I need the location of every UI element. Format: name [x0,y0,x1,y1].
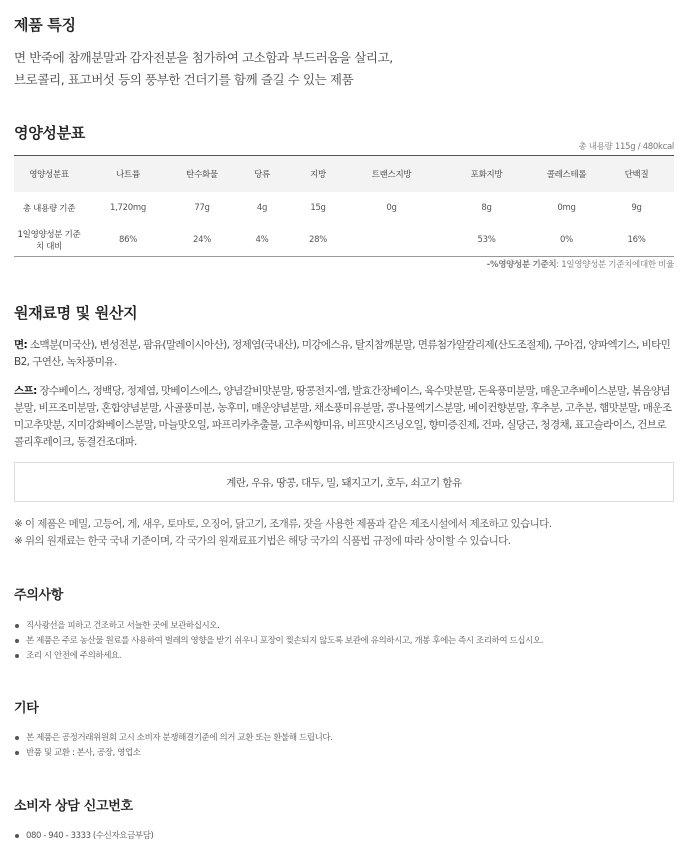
caution-list [14,619,684,664]
soup-label: 스프: [14,385,37,397]
noodle-ingredients [14,337,674,371]
nutrition-row [14,224,674,257]
soup-text: 장수베이스, 정백당, 정제염, 맛베이스에스, 양념갈비맛분말, 땅콩전지-엠, 발효간장베이스, 육수맛분말, 돈육풍미분말, 매운고추베이스분말, 볶음양념분말, 비프조미분말, 혼합양념분말, 사골풍미분, 농후미, 매운양념분말, 채소풍미유분말, 콩나물엑기스분말, 베이컨향분말, 후추분, 고추분, 햄맛분말, 매운조미고추맛분, 지미강화베이스분말, 마늘맛오일, 파프리카추출물, 고추씨향미유, 비프맛시즈닝오일, 향미증진제, 건파, 실당근, 청경채, 표고슬라이스, 건브로콜리후레이크, 동결건조대파. [14,385,672,448]
nutrition-table [14,155,674,257]
nutrition-header-cell: 탄수화물 [172,156,232,193]
ingredient-notes [14,516,551,550]
features-description [14,47,393,91]
soup-ingredients [14,383,674,451]
list-item: 조리 시 안전에 주의하세요. [14,649,684,664]
list-item: 반품 및 교환 : 본사, 공장, 영업소 [14,746,684,761]
nutrition-footnote-text: : 1일영양성분 기준치에대한 비율 [556,260,674,270]
nutrition-cell [344,224,439,257]
etc-list [14,731,684,761]
nutrition-total: 총 내용량 115g / 480kcal [578,142,674,152]
nutrition-title: 영양성분표 [14,124,85,142]
consumer-title: 소비자 상담 신고번호 [14,799,133,814]
ingredients-title: 원재료명 및 원산지 [14,304,138,322]
nutrition-header-cell: 지방 [292,156,344,193]
features-line-2: 브로콜리, 표고버섯 등의 풍부한 건더기를 함께 즐길 수 있는 제품 [14,72,354,87]
nutrition-cell: 24% [193,235,211,245]
nutrition-header-cell: 포화지방 [439,156,534,193]
etc-title: 기타 [14,701,39,716]
allergen-box: 계란, 우유, 땅콩, 대두, 밀, 돼지고기, 호두, 쇠고기 함유 [14,462,674,502]
consumer-list [14,829,684,844]
nutrition-footnote [487,258,674,270]
noodle-text: 소맥분(미국산), 변성전분, 팜유(말레이시아산), 정제염(국내산), 미강에스유, 탈지참깨분말, 면류첨가알칼리제(산도조절제), 구아검, 양파엑기스, 비타민B2, 구연산, 녹차풍미유. [14,339,671,368]
nutrition-row-label: 1일영양성분 기준치 대비 [17,230,81,252]
nutrition-cell: 28% [309,235,327,245]
features-title: 제품 특징 [14,16,76,34]
nutrition-cell: 4% [255,235,269,245]
nutrition-header-cell: 영양성분표 [14,156,84,193]
nutrition-cell: 0g [386,203,397,213]
nutrition-cell: 15g [310,203,326,213]
nutrition-cell: 0mg [557,203,576,213]
nutrition-cell: 53% [477,235,496,245]
nutrition-cell: 1,720mg [110,203,146,213]
list-item: 본 제품은 주로 농산물 원료를 사용하여 벌레의 영향을 받기 쉬우니 포장이 찢손되지 않도록 보관에 유의하시고, 개봉 후에는 즉시 조리하여 드십시오. [14,634,684,649]
features-line-1: 면 반죽에 참깨분말과 감자전분을 첨가하여 고소함과 부드러움을 살리고, [14,50,393,65]
list-item: 080 - 940 - 3333 (수신자요금부담) [14,829,684,844]
ingredient-note-2: ※ 위의 원재료는 한국 국내 기준이며, 각 국가의 원재료표기법은 해당 국가의 식품법 규정에 따라 상이할 수 있습니다. [14,535,511,547]
ingredient-note-1: ※ 이 제품은 메밀, 고등어, 게, 새우, 토마토, 오징어, 닭고기, 조개류, 잣을 사용한 제품과 같은 제조시설에서 제조하고 있습니다. [14,518,552,530]
nutrition-cell: 0% [560,235,573,245]
list-item: 본 제품은 공정거래위원회 고시 소비자 분쟁해결기준에 의거 교환 또는 환불해 드립니다. [14,731,684,746]
nutrition-cell: 9g [631,203,642,213]
list-item: 직사광선을 피하고 건조하고 서늘한 곳에 보관하십시오. [14,619,684,634]
nutrition-cell: 4g [256,203,268,213]
nutrition-header-cell: 콜레스테롤 [534,156,599,193]
nutrition-header-cell: 트랜스지방 [344,156,439,193]
nutrition-footnote-bold: -%영양성분 기준치 [486,260,557,270]
caution-title: 주의사항 [14,588,64,603]
nutrition-row [14,192,674,224]
noodle-label: 면: [14,339,28,351]
nutrition-cell: 16% [627,235,646,245]
nutrition-header-cell: 나트륨 [84,156,172,193]
nutrition-cell: 8g [481,203,492,213]
nutrition-row-label: 총 내용량 기준 [22,204,76,214]
nutrition-cell: 86% [119,235,137,245]
nutrition-header-cell: 단백질 [599,156,674,193]
nutrition-cell: 77g [194,203,210,213]
nutrition-header-row [14,156,674,193]
nutrition-header-cell: 당류 [232,156,292,193]
